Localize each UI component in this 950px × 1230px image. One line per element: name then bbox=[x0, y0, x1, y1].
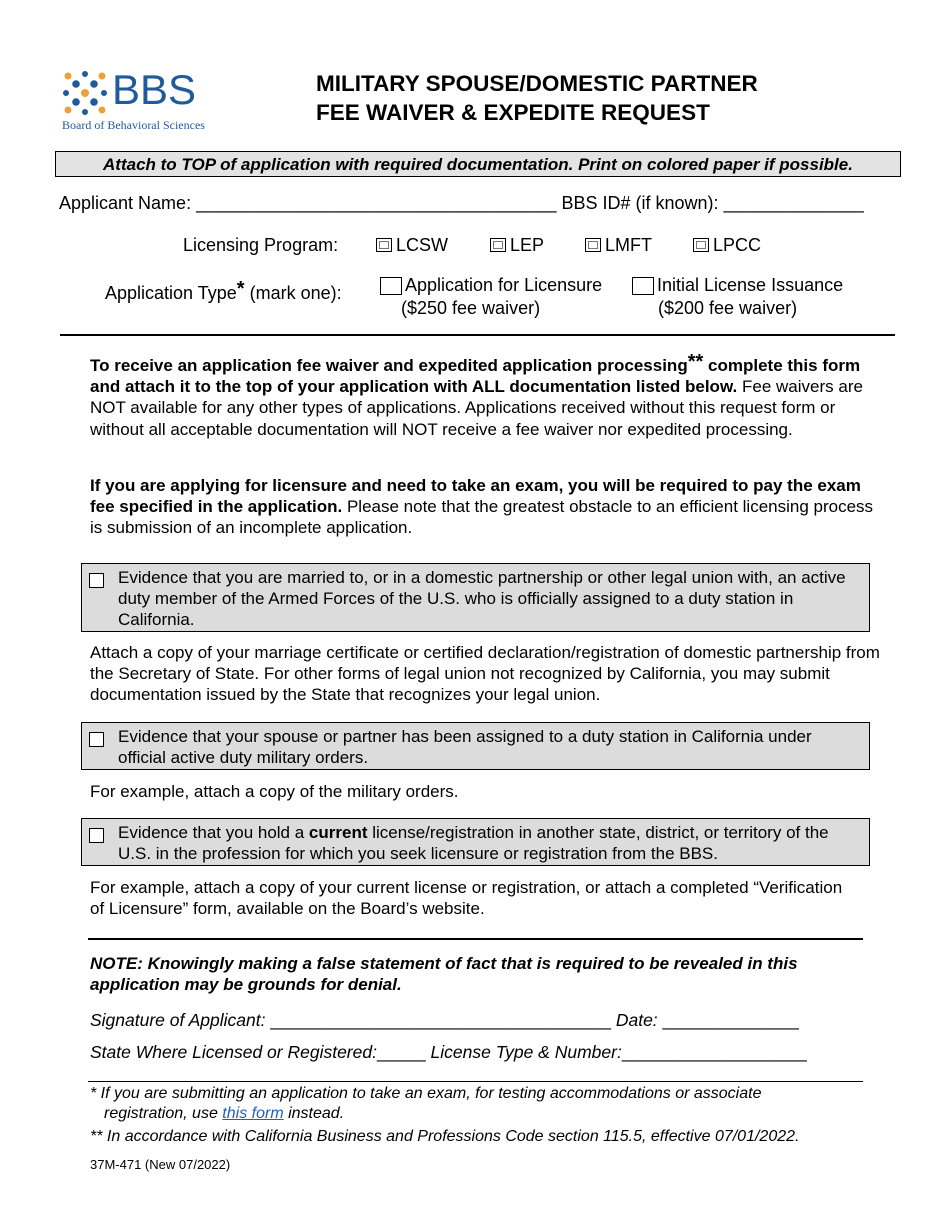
checkbox-lmft[interactable] bbox=[585, 238, 601, 252]
evidence-3-note: For example, attach a copy of your current license or registration, or attach a completed “Verification of Licensure” form, available on the Board’s website. bbox=[90, 878, 843, 919]
this-form-link[interactable]: this form bbox=[222, 1105, 284, 1122]
intro-rest: Fee waivers are NOT available for any other types of applications. Applications received without this request form or without all acceptable documentation will NOT receive a fee waiver nor expedited processing. bbox=[90, 377, 863, 439]
logo-subtitle: Board of Behavioral Sciences bbox=[62, 118, 205, 132]
signature-row bbox=[90, 1009, 799, 1031]
checkbox-application-for-licensure[interactable] bbox=[380, 277, 402, 295]
title-line-1: MILITARY SPOUSE/DOMESTIC PARTNER bbox=[316, 71, 758, 96]
option-lmft[interactable] bbox=[585, 234, 652, 256]
application-type-label bbox=[105, 278, 342, 304]
section-divider bbox=[60, 334, 895, 336]
application-type-text: Application Type bbox=[105, 283, 237, 303]
signature-field[interactable]: ___________________________________ bbox=[270, 1010, 611, 1030]
checkbox-lcsw[interactable] bbox=[376, 238, 392, 252]
option-label: LPCC bbox=[713, 235, 762, 255]
bbs-logo bbox=[62, 66, 232, 132]
license-type-label: License Type & Number: bbox=[430, 1042, 622, 1062]
footnote-1-post: instead. bbox=[288, 1105, 345, 1122]
option-line-1: Application for Licensure bbox=[405, 275, 603, 295]
footnote-1 bbox=[90, 1084, 870, 1124]
evidence-3-text-bold: current bbox=[308, 823, 368, 842]
exam-rest: Please note that the greatest obstacle to an efficient licensing process is submission of an incomplete application. bbox=[90, 497, 874, 538]
form-number: 37M-471 (New 07/2022) bbox=[90, 1157, 231, 1172]
evidence-2-text: Evidence that your spouse or partner has been assigned to a duty station in California under official active duty military orders. bbox=[118, 727, 812, 767]
application-type-suffix: (mark one): bbox=[249, 283, 342, 303]
option-lcsw[interactable] bbox=[376, 234, 448, 256]
state-label: State Where Licensed or Registered: bbox=[90, 1042, 377, 1062]
note-divider bbox=[88, 938, 863, 940]
option-label: LMFT bbox=[605, 235, 652, 255]
exam-paragraph bbox=[90, 475, 880, 539]
footnote-1-line-2 bbox=[90, 1104, 870, 1124]
intro-paragraph bbox=[90, 352, 880, 440]
logo-acronym: BBS bbox=[112, 66, 197, 113]
evidence-3-text bbox=[118, 822, 861, 864]
bbs-id-label: BBS ID# (if known): bbox=[561, 193, 719, 213]
title-line-2: FEE WAIVER & EXPEDITE REQUEST bbox=[316, 100, 710, 125]
evidence-2-note: For example, attach a copy of the military orders. bbox=[90, 782, 459, 801]
form-title bbox=[316, 69, 758, 127]
instruction-banner: Attach to TOP of application with required documentation. Print on colored paper if possible. bbox=[55, 151, 901, 177]
state-license-row bbox=[90, 1041, 807, 1063]
option-lpcc[interactable] bbox=[693, 234, 761, 256]
evidence-3-text-post: license/registration in another state, district, or territory of the U.S. in the profession for which you seek licensure or registration from the BBS. bbox=[118, 823, 829, 863]
option-label: LCSW bbox=[396, 235, 449, 255]
evidence-3-checkbox[interactable] bbox=[89, 828, 104, 843]
state-field[interactable]: _____ bbox=[376, 1042, 426, 1062]
footnote-1-line-1: * If you are submitting an application to take an exam, for testing accommodations or associate bbox=[90, 1085, 762, 1102]
applicant-name-label: Applicant Name: bbox=[59, 193, 192, 213]
date-field[interactable]: ______________ bbox=[662, 1010, 799, 1030]
intro-stars: ** bbox=[687, 351, 704, 373]
evidence-item-1 bbox=[81, 563, 870, 632]
footnote-1-text: registration, use bbox=[104, 1105, 218, 1122]
option-lep[interactable] bbox=[490, 234, 544, 256]
evidence-1-note: Attach a copy of your marriage certificate or certified declaration/registration of domestic partnership from the Secretary of State. For other forms of legal union not recognized by California, you may submit documentation issued by the State that recognizes your legal union. bbox=[90, 643, 880, 705]
evidence-1-checkbox[interactable] bbox=[89, 573, 104, 588]
exam-bold: If you are applying for licensure and need to take an exam, you will be required to pay the exam fee specified in the application. bbox=[90, 476, 861, 517]
application-type-star: * bbox=[236, 278, 245, 300]
footnote-divider bbox=[88, 1081, 863, 1082]
applicant-row bbox=[59, 192, 864, 214]
date-label: Date: bbox=[615, 1010, 658, 1030]
option-application-for-licensure[interactable] bbox=[405, 274, 602, 296]
option-label: LEP bbox=[510, 235, 545, 255]
signature-label: Signature of Applicant: bbox=[90, 1010, 266, 1030]
option-application-for-licensure-fee: ($250 fee waiver) bbox=[401, 298, 541, 318]
evidence-1-text: Evidence that you are married to, or in a domestic partnership or other legal union with, an active duty member of the Armed Forces of the U.S. who is officially assigned to a duty station in California. bbox=[118, 568, 846, 629]
applicant-name-field[interactable]: ____________________________________ bbox=[196, 193, 557, 213]
false-statement-note: NOTE: Knowingly making a false statement of fact that is required to be revealed in this application may be grounds for denial. bbox=[90, 954, 798, 995]
checkbox-lep[interactable] bbox=[490, 238, 506, 252]
license-type-field[interactable]: ___________________ bbox=[621, 1042, 807, 1062]
evidence-item-3 bbox=[81, 818, 870, 866]
intro-bold-1: To receive an application fee waiver and expedited application processing bbox=[90, 356, 688, 375]
footnote-2: ** In accordance with California Business and Professions Code section 115.5, effective 07/01/2022. bbox=[90, 1128, 800, 1145]
evidence-item-2 bbox=[81, 722, 870, 770]
evidence-2-checkbox[interactable] bbox=[89, 732, 104, 747]
intro-bold-2: complete this form and attach it to the top of your application with ALL documentation listed below. bbox=[90, 356, 861, 397]
evidence-3-text-pre: Evidence that you hold a bbox=[118, 823, 305, 842]
option-initial-license-issuance[interactable]: Initial License Issuance bbox=[657, 275, 844, 295]
checkbox-lpcc[interactable] bbox=[693, 238, 709, 252]
licensing-program-label: Licensing Program: bbox=[183, 235, 339, 255]
option-initial-license-issuance-fee: ($200 fee waiver) bbox=[658, 298, 798, 318]
logo-mark-icon bbox=[62, 70, 108, 116]
bbs-id-field[interactable]: ______________ bbox=[723, 193, 864, 213]
checkbox-initial-license-issuance[interactable] bbox=[632, 277, 654, 295]
